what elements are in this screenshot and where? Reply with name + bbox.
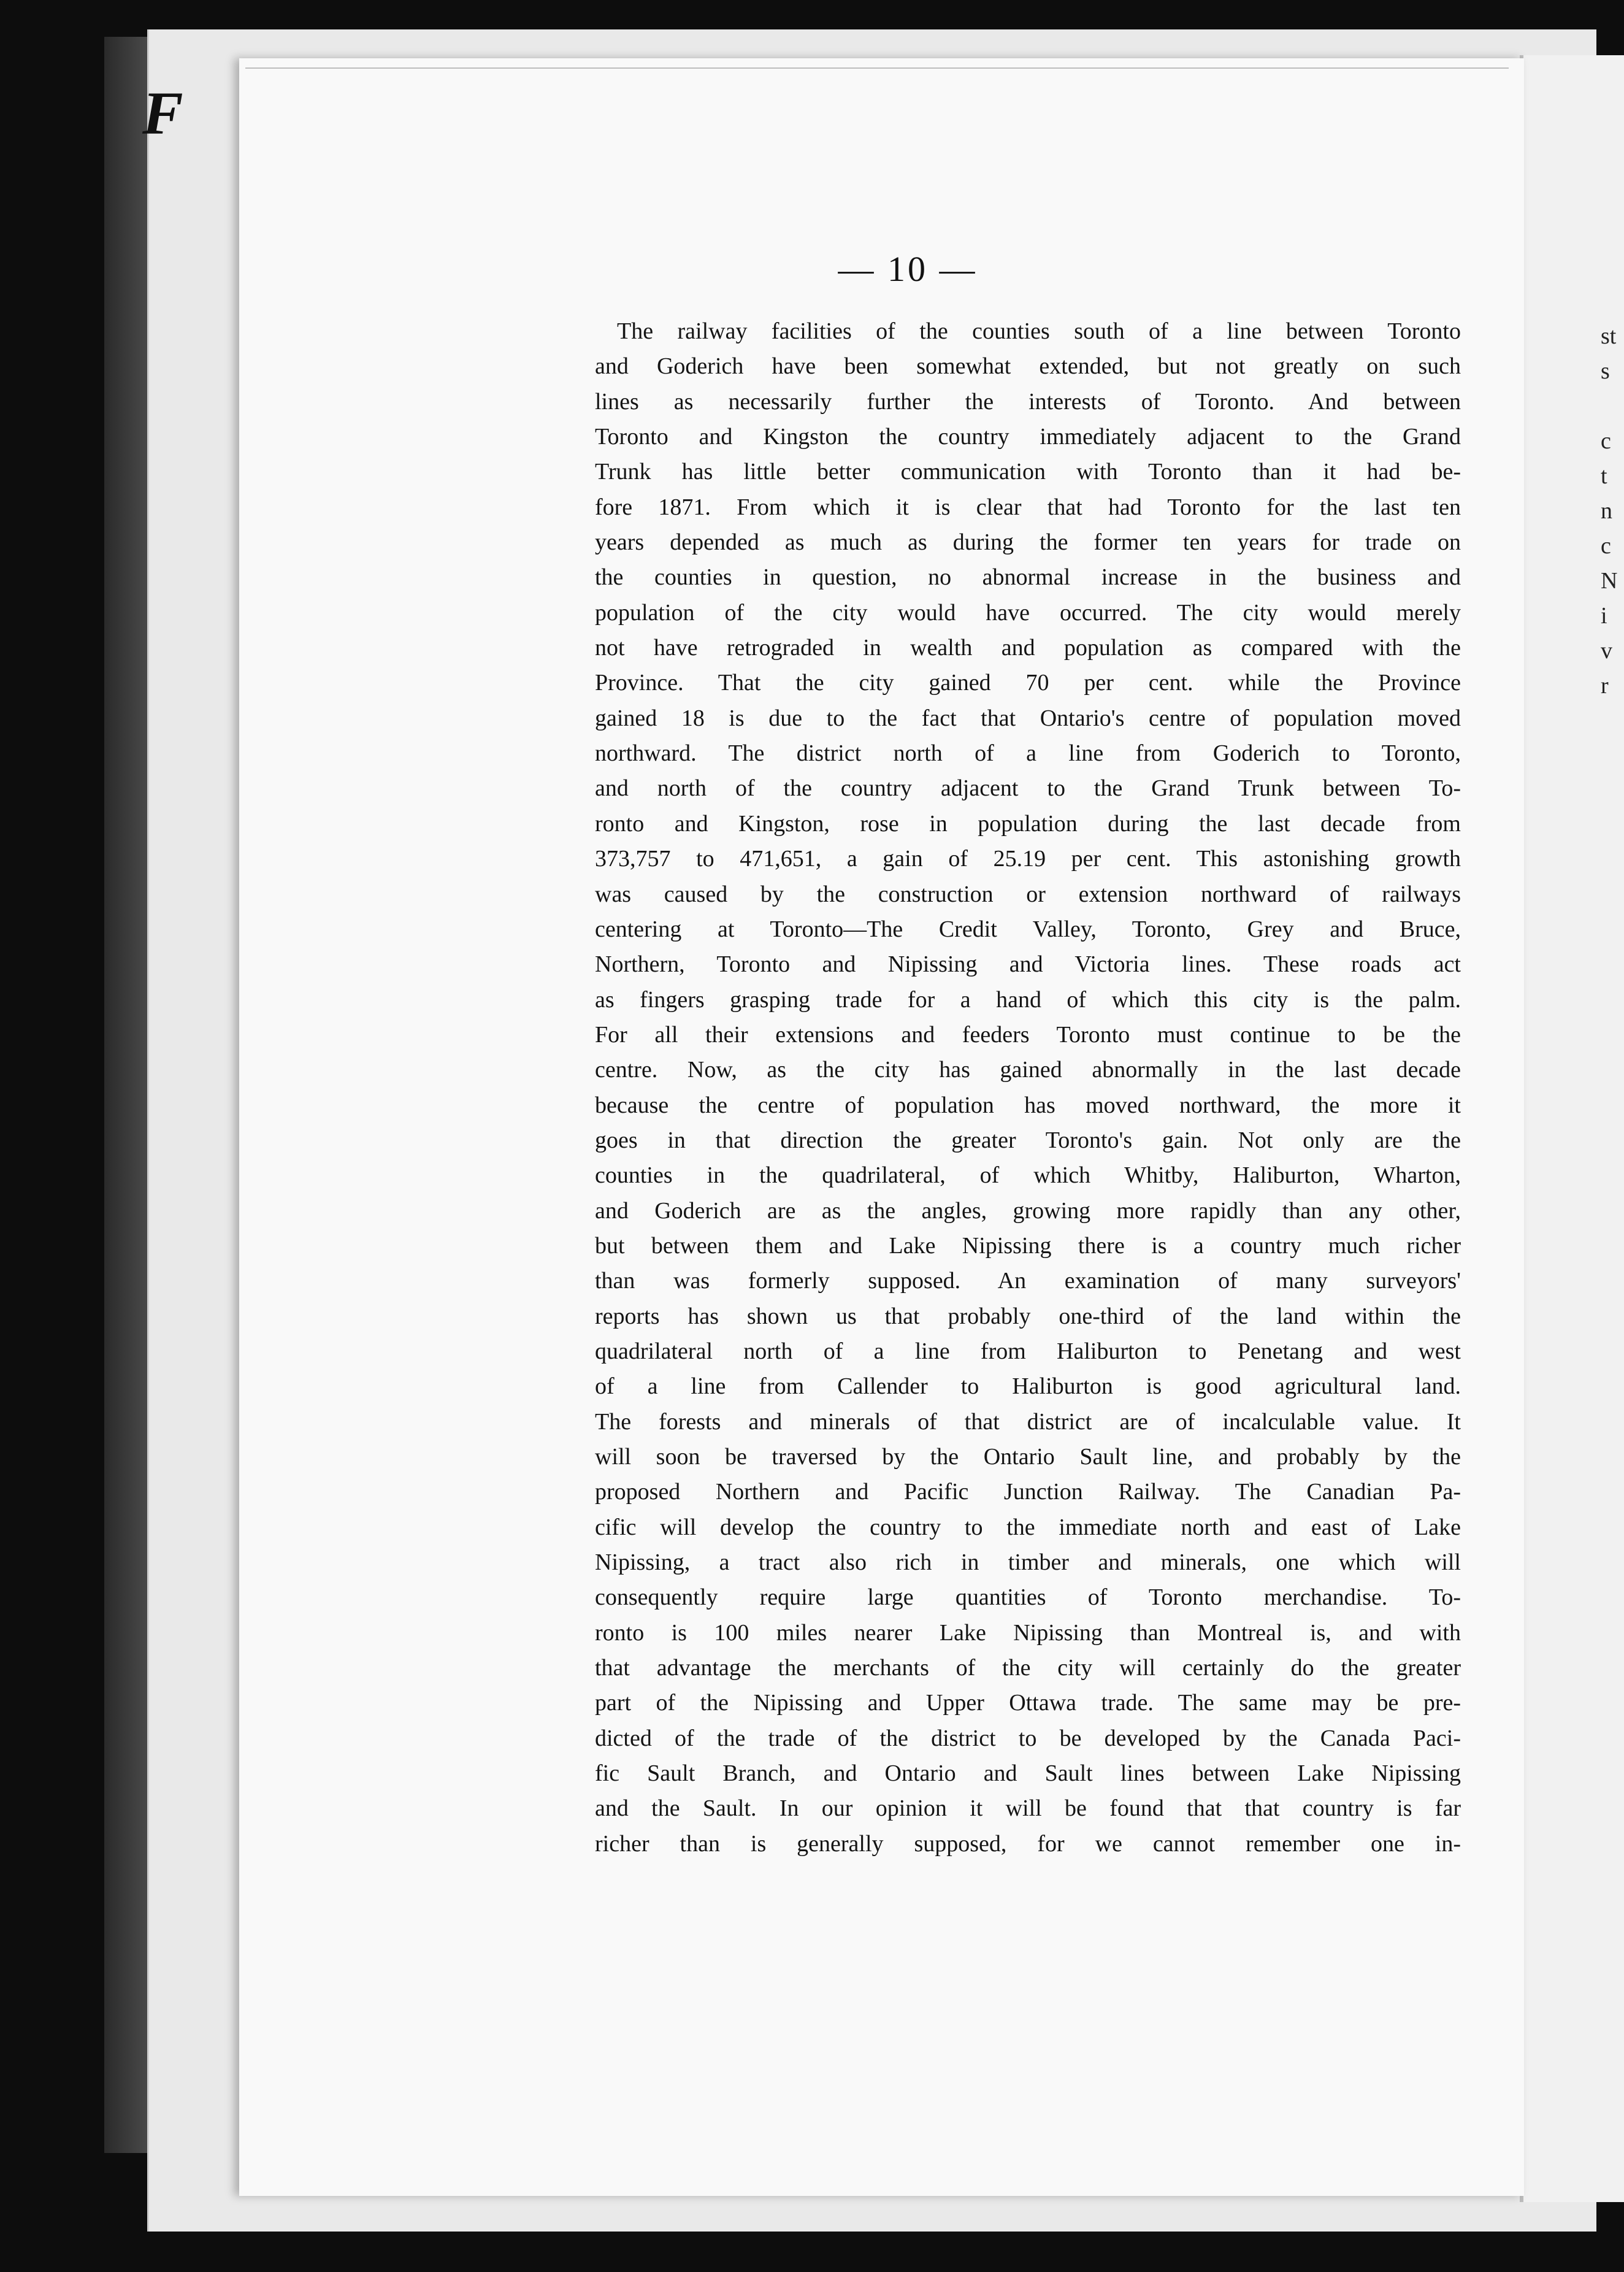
text-line: but between them and Lake Nipissing there is a country much richer: [595, 1232, 1461, 1259]
text-line: centering at Toronto—The Credit Valley, Toronto, Grey and Bruce,: [595, 916, 1461, 942]
text-line: goes in that direction the greater Toronto's gain. Not only are the: [595, 1127, 1461, 1153]
adjacent-page-fragment: s: [1601, 358, 1610, 384]
text-line: was caused by the construction or extension northward of railways: [595, 881, 1461, 907]
text-line: The forests and minerals of that district are of incalculable value. It: [595, 1408, 1461, 1435]
text-line: The railway facilities of the counties south of a line between Toronto: [617, 318, 1461, 344]
text-line: proposed Northern and Pacific Junction Railway. The Canadian Pa-: [595, 1479, 1461, 1505]
text-line: centre. Now, as the city has gained abnormally in the last decade: [595, 1057, 1461, 1083]
adjacent-page-fragment: c: [1601, 428, 1611, 454]
text-line: and Goderich are as the angles, growing more rapidly than any other,: [595, 1197, 1461, 1224]
text-line: of a line from Callender to Haliburton is good agricultural land.: [595, 1373, 1461, 1400]
page-number: — 10 —: [838, 249, 978, 289]
text-line: cific will develop the country to the immediate north and east of Lake: [595, 1514, 1461, 1540]
adjacent-page-fragment: c: [1601, 533, 1611, 559]
adjacent-page-fragment: r: [1601, 673, 1609, 699]
text-line: Province. That the city gained 70 per cent. while the Province: [595, 670, 1461, 696]
text-line: gained 18 is due to the fact that Ontario's centre of population moved: [595, 705, 1461, 731]
text-line: part of the Nipissing and Upper Ottawa trade. The same may be pre-: [595, 1690, 1461, 1716]
text-line: and Goderich have been somewhat extended, but not greatly on such: [595, 353, 1461, 380]
text-line: richer than is generally supposed, for we cannot remember one in-: [595, 1830, 1461, 1857]
adjacent-page-fragment: n: [1601, 498, 1612, 524]
text-line: Toronto and Kingston the country immediately adjacent to the Grand: [595, 424, 1461, 450]
adjacent-page-fragment: st: [1601, 323, 1617, 349]
text-line: Nipissing, a tract also rich in timber and minerals, one which will: [595, 1549, 1461, 1576]
text-line: dicted of the trade of the district to be developed by the Canada Paci-: [595, 1725, 1461, 1751]
text-line: years depended as much as during the former ten years for trade on: [595, 529, 1461, 556]
adjacent-page-fragment: N: [1601, 568, 1618, 594]
text-line: reports has shown us that probably one-third of the land within the: [595, 1303, 1461, 1329]
text-line: 373,757 to 471,651, a gain of 25.19 per cent. This astonishing growth: [595, 846, 1461, 872]
text-line: than was formerly supposed. An examination of many surveyors': [595, 1268, 1461, 1294]
adjacent-page-fragment: v: [1601, 638, 1612, 664]
text-line: quadrilateral north of a line from Haliburton to Penetang and west: [595, 1338, 1461, 1364]
text-line: Trunk has little better communication with Toronto than it had be-: [595, 459, 1461, 485]
adjacent-page-fragments: [1601, 319, 1624, 704]
text-line: fic Sault Branch, and Ontario and Sault lines between Lake Nipissing: [595, 1760, 1461, 1787]
text-line: lines as necessarily further the interests of Toronto. And between: [595, 388, 1461, 415]
text-line: and the Sault. In our opinion it will be found that that country is far: [595, 1795, 1461, 1822]
adjacent-page-fragment: t: [1601, 463, 1607, 489]
text-line: because the centre of population has moved northward, the more it: [595, 1092, 1461, 1118]
text-line: fore 1871. From which it is clear that had Toronto for the last ten: [595, 494, 1461, 520]
text-line: consequently require large quantities of Toronto merchandise. To-: [595, 1584, 1461, 1611]
adjacent-page-fragment: i: [1601, 603, 1607, 629]
body-text: [595, 314, 1461, 1862]
text-line: that advantage the merchants of the city will certainly do the greater: [595, 1655, 1461, 1681]
text-line: as fingers grasping trade for a hand of which this city is the palm.: [595, 986, 1461, 1013]
text-line: For all their extensions and feeders Toronto must continue to be the: [595, 1021, 1461, 1048]
text-line: counties in the quadrilateral, of which Whitby, Haliburton, Wharton,: [595, 1162, 1461, 1189]
text-line: Northern, Toronto and Nipissing and Victoria lines. These roads act: [595, 951, 1461, 978]
text-line: northward. The district north of a line from Goderich to Toronto,: [595, 740, 1461, 767]
text-line: not have retrograded in wealth and population as compared with the: [595, 635, 1461, 661]
adjacent-page-fragment: [1601, 389, 1624, 424]
page-top-edge: [245, 67, 1509, 69]
text-line: the counties in question, no abnormal increase in the business and: [595, 564, 1461, 591]
text-line: will soon be traversed by the Ontario Sault line, and probably by the: [595, 1444, 1461, 1470]
text-line: population of the city would have occurred. The city would merely: [595, 599, 1461, 626]
text-line: ronto and Kingston, rose in population during the last decade from: [595, 810, 1461, 837]
text-line: ronto is 100 miles nearer Lake Nipissing than Montreal is, and with: [595, 1619, 1461, 1646]
text-line: and north of the country adjacent to the Grand Trunk between To-: [595, 775, 1461, 802]
underlying-page-letter: F: [142, 79, 183, 147]
